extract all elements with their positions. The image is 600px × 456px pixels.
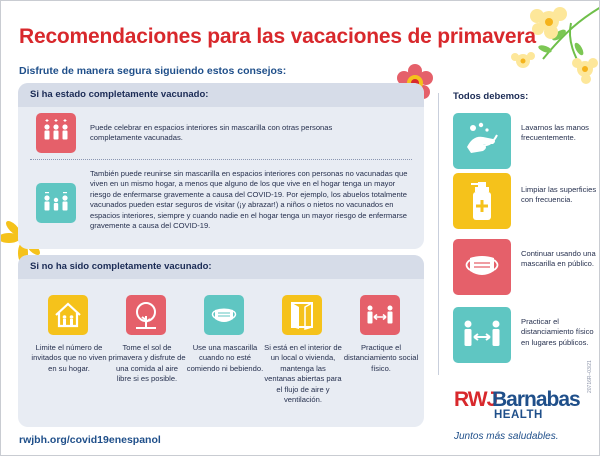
page-subtitle: Disfrute de manera segura siguiendo estos consejos: (19, 65, 287, 77)
logo-barnabas: Barnabas (492, 388, 580, 411)
all-item3-text: Continuar usando una mascarilla en público. (521, 249, 596, 269)
social-distance-icon (360, 295, 400, 335)
unvaccinated-item5-text: Practique el distanciamiento social físico. (343, 343, 419, 373)
unvaccinated-item3-text: Use una mascarilla cuando no esté comiendo ni bebiendo. (186, 343, 264, 373)
sanitizer-bottle-icon (453, 173, 511, 229)
vaccinated-divider (30, 159, 412, 160)
unvaccinated-item1-text: Limite el número de invitados que no viven en su hogar. (31, 343, 107, 373)
column-divider (438, 93, 439, 375)
unvaccinated-panel (18, 255, 424, 427)
tagline: Juntos más saludables. (454, 431, 559, 442)
vaccinated-header-text: Si ha estado completamente vacunado: (30, 89, 209, 100)
vaccinated-item1-text: Puede celebrar en espacios interiores sin mascarilla con otras personas completamente vacunadas. (90, 123, 333, 143)
vaccinated-panel (18, 83, 424, 249)
all-item2-text: Limpiar las superficies con frecuencia. (521, 185, 597, 205)
people-indoors-icon (36, 113, 76, 153)
vaccinated-panel-header (18, 83, 424, 107)
house-family-icon (48, 295, 88, 335)
logo-rwj: RWJ (454, 388, 498, 411)
unvaccinated-item2-text: Tome el sol de primavera y disfrute de una comida al aire libre si es posible. (108, 343, 186, 384)
all-item4-text: Practicar el distanciamiento físico en lugares públicos. (521, 317, 594, 347)
all-item1-text: Lavarnos las manos frecuentemente. (521, 123, 589, 143)
document-code: 20716R–03/21 (587, 360, 593, 393)
logo-health: HEALTH (494, 409, 543, 421)
family-gathering-icon (36, 183, 76, 223)
unvaccinated-header-text: Si no ha sido completamente vacunado: (30, 261, 212, 272)
face-mask-icon (204, 295, 244, 335)
page-title: Recomendaciones para las vacaciones de primavera (19, 25, 536, 48)
unvaccinated-panel-header (18, 255, 424, 279)
footer-url-link[interactable]: rwjbh.org/covid19enespanol (19, 434, 161, 446)
social-distance-icon (453, 307, 511, 363)
open-window-icon (282, 295, 322, 335)
all-header: Todos debemos: (453, 91, 529, 102)
face-mask-icon (453, 239, 511, 295)
vaccinated-item2-text: También puede reunirse sin mascarilla en espacios interiores con personas no vacunadas que viven en un mismo hogar, a menos que alguno de los que vive en el hogar tenga un mayor riesgo de enfermarse gravemente a causa del COVID-19. Por ejemplo, los abuelos totalmente vacunados pueden estar seguros de visitar (¡y abrazar!) a niños o nietos no vacunados en espacios interiores, siempre y cuando nadie en el hogar tenga un mayor riesgo de enfermarse gravemente a causa del COVID-19. (90, 169, 408, 231)
handwashing-icon (453, 113, 511, 169)
unvaccinated-item4-text: Si está en el interior de un local o vivienda, mantenga las ventanas abiertas para el flujo de aire y ventilación. (264, 343, 342, 405)
tree-outdoors-icon (126, 295, 166, 335)
